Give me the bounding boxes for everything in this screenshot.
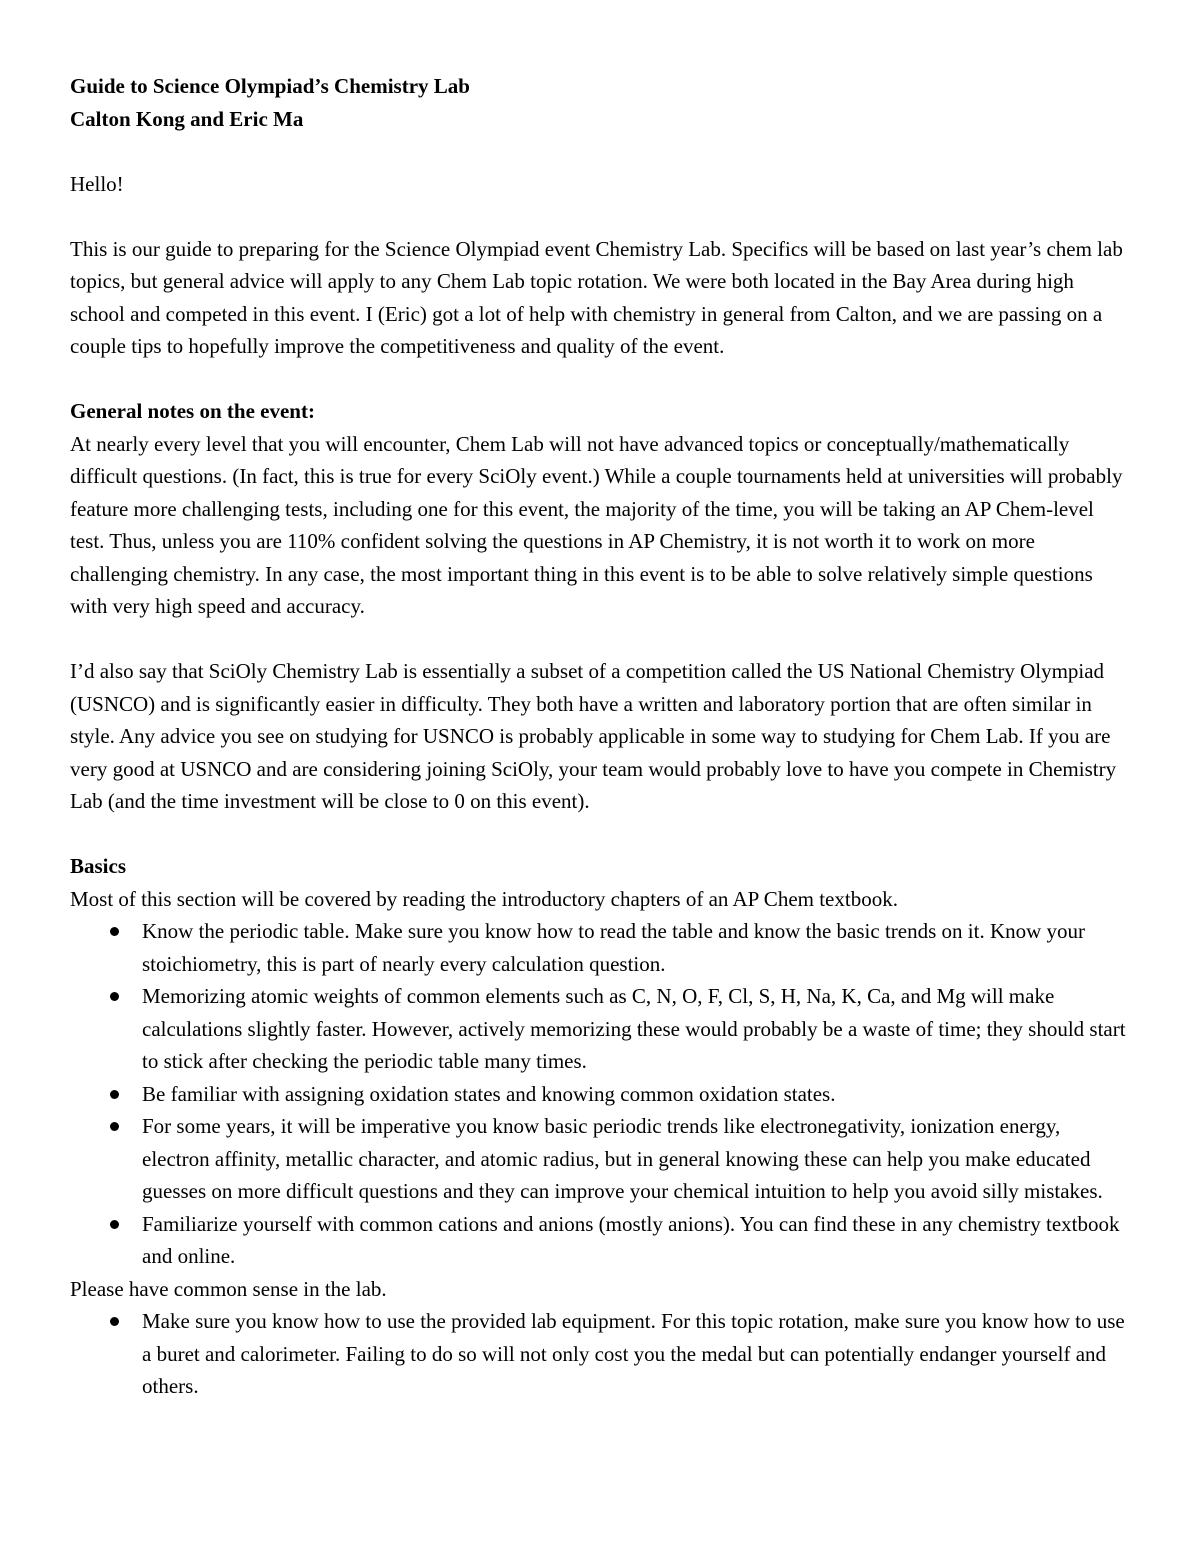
list-item xyxy=(70,915,1132,980)
spacer xyxy=(70,623,1132,656)
list-item-text: For some years, it will be imperative you know basic periodic trends like electronegativity, ionization energy, electron affinity, metallic character, and atomic radius, but in general knowing these can help you make educated guesses on more difficult questions and they can improve your chemical intuition to help you avoid silly mistakes. xyxy=(142,1114,1103,1203)
basics-list xyxy=(70,915,1132,1273)
list-item-text: Be familiar with assigning oxidation states and knowing common oxidation states. xyxy=(142,1081,836,1106)
lab-list xyxy=(70,1305,1132,1403)
basics-heading: Basics xyxy=(70,854,127,878)
bullet-icon xyxy=(110,1220,119,1229)
greeting: Hello! xyxy=(70,171,124,196)
list-item xyxy=(70,1110,1132,1208)
list-item xyxy=(70,1208,1132,1273)
list-item xyxy=(70,1078,1132,1111)
intro-paragraph: This is our guide to preparing for the Science Olympiad event Chemistry Lab. Specifics will be based on last year’s chem lab topics, but general advice will apply to any Chem Lab topic rotation. We were both located in the Bay Area during high school and competed in this event. I (Eric) got a lot of help with chemistry in general from Calton, and we are passing on a couple tips to hopefully improve the competitiveness and quality of the event. xyxy=(70,236,1123,358)
bullet-icon xyxy=(110,927,119,936)
document-title: Guide to Science Olympiad’s Chemistry Lab xyxy=(70,74,470,98)
list-item-text: Know the periodic table. Make sure you know how to read the table and know the basic trends on it. Know your stoichiometry, this is part of nearly every calculation question. xyxy=(142,919,1086,976)
bullet-icon xyxy=(110,1122,119,1131)
spacer xyxy=(70,818,1132,851)
bullet-icon xyxy=(110,1090,119,1099)
list-item-text: Familiarize yourself with common cations and anions (mostly anions). You can find these in any chemistry textbook and online. xyxy=(142,1211,1120,1268)
lab-intro: Please have common sense in the lab. xyxy=(70,1276,387,1301)
general-notes-paragraph-1: At nearly every level that you will encounter, Chem Lab will not have advanced topics or conceptually/mathematically difficult questions. (In fact, this is true for every SciOly event.) While a couple tournaments held at universities will probably feature more challenging tests, including one for this event, the majority of the time, you will be taking an AP Chem-level test. Thus, unless you are 110% confident solving the questions in AP Chemistry, it is not worth it to work on more challenging chemistry. In any case, the most important thing in this event is to be able to solve relatively simple questions with very high speed and accuracy. xyxy=(70,431,1123,618)
document-authors: Calton Kong and Eric Ma xyxy=(70,106,304,131)
list-item-text: Memorizing atomic weights of common elements such as C, N, O, F, Cl, S, H, Na, K, Ca, and Mg will make calculations slightly faster. However, actively memorizing these would probably be a waste of time; they should start to stick after checking the periodic table many times. xyxy=(142,984,1126,1073)
list-item xyxy=(70,980,1132,1078)
document-page xyxy=(70,70,1132,1403)
general-notes-heading: General notes on the event: xyxy=(70,399,315,423)
spacer xyxy=(70,135,1132,168)
spacer xyxy=(70,200,1132,233)
bullet-icon xyxy=(110,992,119,1001)
bullet-icon xyxy=(110,1317,119,1326)
basics-intro: Most of this section will be covered by reading the introductory chapters of an AP Chem textbook. xyxy=(70,886,898,911)
list-item xyxy=(70,1305,1132,1403)
general-notes-paragraph-2: I’d also say that SciOly Chemistry Lab is essentially a subset of a competition called the US National Chemistry Olympiad (USNCO) and is significantly easier in difficulty. They both have a written and laboratory portion that are often similar in style. Any advice you see on studying for USNCO is probably applicable in some way to studying for Chem Lab. If you are very good at USNCO and are considering joining SciOly, your team would probably love to have you compete in Chemistry Lab (and the time investment will be close to 0 on this event). xyxy=(70,659,1117,813)
spacer xyxy=(70,363,1132,396)
list-item-text: Make sure you know how to use the provided lab equipment. For this topic rotation, make sure you know how to use a buret and calorimeter. Failing to do so will not only cost you the medal but can potentially endanger yourself and others. xyxy=(142,1309,1125,1398)
